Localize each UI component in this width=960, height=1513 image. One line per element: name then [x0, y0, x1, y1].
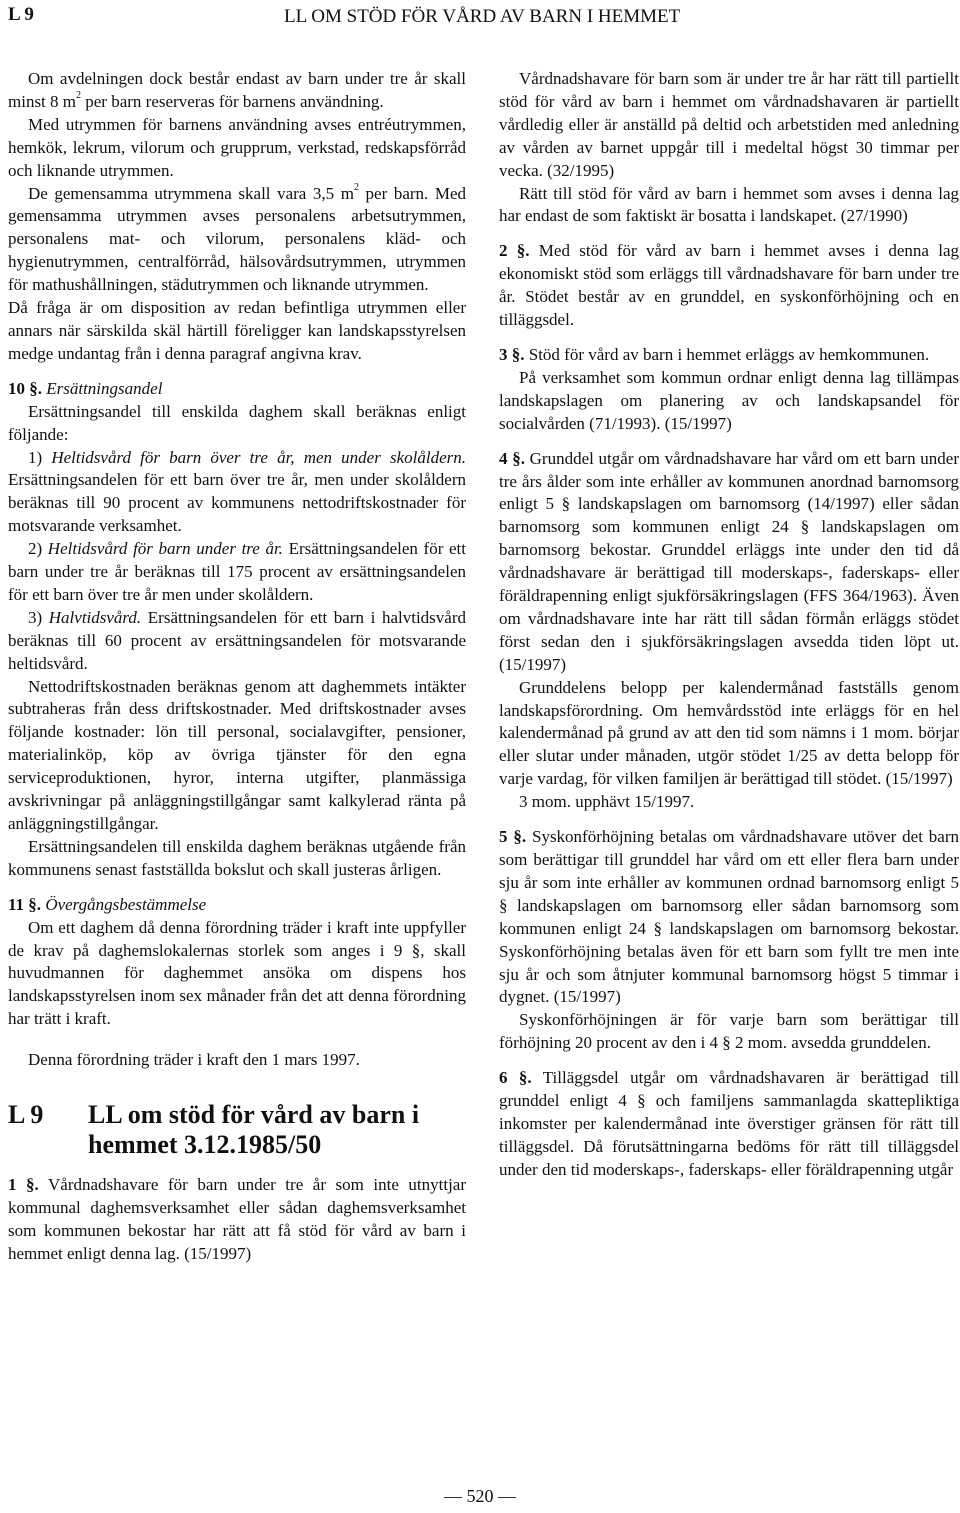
section-3: 3 §. Stöd för vård av barn i hemmet erläggs av hemkommunen.	[499, 344, 930, 364]
header-law-code: L 9	[8, 4, 34, 25]
section-6: 6 §. Tilläggsdel utgår om vårdnadshavaren är berättigad till grunddel enligt 4 § och familjens sammanlagda skattepliktiga inkomster per kalendermånad inte överstiger gränsen för rätt till tilläggsdel. Då förutsättningarna bedöms för rätt till tilläggsdel under den tid moderskaps-, faderskaps- eller föräldrapenning utgår	[499, 1068, 960, 1179]
page-number: — 520 —	[444, 1486, 516, 1506]
header-title: LL OM STÖD FÖR VÅRD AV BARN I HEMMET	[284, 6, 681, 27]
law-heading	[8, 1100, 466, 1160]
paragraph: 1 §. Vårdnadshavare för barn under tre år som inte utnyttjar kommunal daghemsverksamhet eller sådan daghemsverksamhet som kommunen bekostar har rätt att få stöd för vård av barn i hemmet enligt denna lag. (15/1997)	[8, 1175, 466, 1263]
section-11-heading: 11 §. Övergångsbestämmelse	[8, 894, 207, 914]
effective-date: Denna förordning träder i kraft den 1 mars 1997.	[28, 1050, 360, 1070]
paragraph: 3 mom. upphävt 15/1997.	[519, 792, 695, 812]
paragraph: Nettodriftskostnaden beräknas genom att daghemmets intäkter subtraheras från dess driftskostnader. Med driftskostnader avses följande kostnader: lön till personal, socialavgifter, pensioner, materialinköp, köp av övriga tjänster för den egna serviceproduktionen, hyror, interna utgifter, planmässiga avskrivningar på anläggningstillgångar samt kalkylerad ränta på anläggningstillgångar.	[8, 676, 466, 833]
law-code: L 9	[8, 1100, 44, 1130]
paragraph: Rätt till stöd för vård av barn i hemmet som avses i denna lag har endast de som faktiskt är bosatta i landskapet. (27/1990)	[499, 183, 959, 226]
paragraph: Grunddelens belopp per kalendermånad fastställs genom landskapsförordning. Om hemvårdsstöd inte erläggs för en hel kalendermånad på grund av att den tid som nämns i 1 mom. börjar eller slutar under månaden, utgör stödet 1/25 av detta belopp för varje vardag, för vilken familjen är berättigad till stödet. (15/1997)	[499, 677, 959, 789]
left-column	[8, 68, 466, 1266]
paragraph: På verksamhet som kommun ordnar enligt denna lag tillämpas landskapslagen om planering av och landskapsandel för socialvården (71/1993). (15/1997)	[499, 367, 959, 433]
paragraph: Med utrymmen för barnens användning avses entréutrymmen, hemkök, lekrum, vilorum och grupprum, verkstad, redskapsförråd och liknande utrymmen.	[8, 114, 466, 180]
list-item: 2) Heltidsvård för barn under tre år. Ersättningsandelen för ett barn under tre år beräknas till 175 procent av ersättningsandelen för ett barn över tre år men under skolåldern.	[8, 539, 466, 604]
paragraph: Syskonförhöjningen är för varje barn som berättigar till förhöjning 20 procent av den i 4 § 2 mom. avsedda grunddelen.	[499, 1010, 959, 1053]
page-header	[8, 4, 952, 34]
paragraph: Vårdnadshavare för barn som är under tre år har rätt till partiellt stöd för vård av barn i hemmet om vårdnadshavaren är partiellt vårdledig eller är anställd på deltid och arbetstiden med anledning av vården av barnet uppgår till i medeltal högst 30 timmar per vecka. (32/1995)	[499, 69, 959, 180]
paragraph: De gemensamma utrymmena skall vara 3,5 $m^2$ per barn. Med gemensamma utrymmen avses personalens arbetsutrymmen, personalens mat- och vilorum, personalens kläd- och hygienutrymmen, centralförråd, hälsovårdsutrymmen, utrymmen för mathushållningen, städutrymmen och liknande utrymmen.	[8, 181, 467, 295]
section-4: 4 §. Grunddel utgår om vårdnadshavare har vård om ett barn under tre års ålder som inte erhåller av kommunen anordnad barnomsorg enligt 5 § landskapslagen om barnomsorg (14/1997) eller sådan barnomsorg som kommunen enligt 24 § landskapslagen om barnomsorg bekostar. Grunddel erläggs inte under den tid då vårdnadshavare är berättigad till moderskaps-, faderskaps- eller föräldrapenning enligt sjukförsäkringslagen (FFS 364/1963). Även om vårdnadshavare inte har rätt till sådan förmån erläggs stödet först sedan den i sjukförsäkringslagen avsedda tiden löpt ut. (15/1997)	[499, 448, 959, 674]
paragraph: Om avdelningen dock består endast av barn under tre år skall minst 8 $m^2$ per barn reserveras för barnens användning.	[8, 69, 466, 111]
paragraph: Då fråga är om disposition av redan befintliga utrymmen eller annars när särskilda skäl härtill föreligger kan landskapsstyrelsen medge undantag från i denna paragraf angivna krav.	[8, 298, 466, 363]
paragraph: Om ett daghem då denna förordning träder i kraft inte uppfyller de krav på daghemslokalernas storlek som anges i 9 §, skall huvudmannen för daghemmet ansöka om dispens hos landskapsstyrelsen inom sex månader från det att denna förordning har trätt i kraft.	[8, 917, 466, 1029]
paragraph: Ersättningsandel till enskilda daghem skall beräknas enligt följande:	[8, 401, 466, 444]
section-2: 2 §. Med stöd för vård av barn i hemmet avses i denna lag ekonomiskt stöd som erläggs till vårdnadshavare för barn under tre år. Stödet består av en grunddel, en syskonförhöjning och en tilläggsdel.	[499, 241, 960, 330]
section-5: 5 §. Syskonförhöjning betalas om vårdnadshavare utöver det barn som berättigar till grunddel har vård om ett eller flera barn under sju år som inte erhåller av kommunen ordnad barnomsorg enligt 5 § landskapslagen om barnomsorg eller sådan barnomsorg som kommunen enligt 24 § landskapslagen om barnomsorg bekostar. Syskonförhöjning betalas även för ett barn som fyllt tre men inte sju år och som åtnjuter kommunal barnomsorg högst 5 timmar i dygnet. (15/1997)	[499, 827, 959, 1007]
right-column	[499, 68, 959, 1182]
list-item: 3) Halvtidsvård. Ersättningsandelen för ett barn i halvtidsvård beräknas till 60 procent av ersättningsandelen för motsvarande heltidsvård.	[8, 607, 466, 673]
law-title: LL om stöd för vård av barn i hemmet 3.12.1985/50	[88, 1100, 420, 1160]
section-10-heading: 10 §. Ersättningsandel	[8, 378, 163, 398]
list-item: 1) Heltidsvård för barn över tre år, men under skolåldern. Ersättningsandelen för ett barn över tre år, men under skolåldern beräknas till 90 procent av kommunens nettodriftskostnader för motsvarande verksamhet.	[8, 447, 466, 536]
paragraph: Ersättningsandelen till enskilda daghem beräknas utgående från kommunens senast fastställda bokslut och skall justeras årligen.	[8, 836, 466, 879]
